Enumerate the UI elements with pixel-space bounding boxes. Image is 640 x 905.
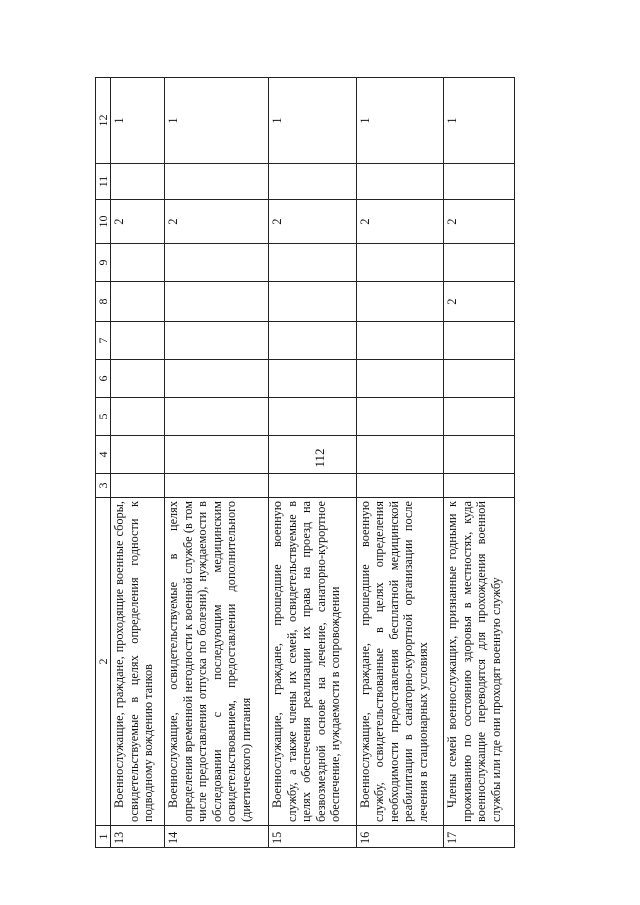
cell-col10: 2	[165, 200, 269, 244]
header-cell: 3	[96, 474, 111, 498]
table-row	[111, 78, 165, 848]
cell-col4	[269, 436, 356, 474]
header-cell: 2	[96, 498, 111, 826]
cell-col4	[165, 436, 269, 474]
cell-col6	[444, 360, 515, 398]
cell-col6	[111, 360, 165, 398]
cell-col10: 2	[111, 200, 165, 244]
header-cell: 8	[96, 282, 111, 322]
cell-col3	[111, 474, 165, 498]
cell-col5	[356, 398, 443, 436]
row-number: 14	[165, 826, 269, 848]
cell-col7	[111, 322, 165, 360]
cell-col12: 1	[165, 78, 269, 164]
row-number: 17	[444, 826, 515, 848]
cell-col8: 2	[444, 282, 515, 322]
cell-col3	[269, 474, 356, 498]
cell-col8	[356, 282, 443, 322]
cell-col12: 1	[269, 78, 356, 164]
cell-col10: 2	[269, 200, 356, 244]
cell-col11	[111, 164, 165, 200]
header-cell: 1	[96, 826, 111, 848]
row-number: 16	[356, 826, 443, 848]
row-description: Члены семей военнослужащих, признанные годными к проживанию по состоянию здоровья в местностях, куда военнослужащие переводятся для прохождения военной службы или где они проходят военную службу	[444, 498, 515, 826]
row-description: Военнослужащие, граждане, проходящие военные сборы, освидетельствуемые в целях определения годности к подводному вождению танков	[111, 498, 165, 826]
row-number: 13	[111, 826, 165, 848]
cell-col11	[165, 164, 269, 200]
row-number: 15	[269, 826, 356, 848]
rotated-table-container	[95, 78, 515, 848]
cell-col6	[356, 360, 443, 398]
cell-col11	[269, 164, 356, 200]
cell-col9	[111, 244, 165, 282]
data-table	[95, 77, 515, 848]
header-cell: 6	[96, 360, 111, 398]
cell-col5	[269, 398, 356, 436]
row-description: Военнослужащие, освидетельствуемые в целях определения временной негодности к военной службе (в том числе предоставления отпуска по болезни), нуждаемости в обследовании с последующим медицинским освидетельствованием, предоставлении дополнительного (диетического) питания	[165, 498, 269, 826]
cell-col10: 2	[444, 200, 515, 244]
row-description: Военнослужащие, граждане, прошедшие военную службу, освидетельствованные в целях определения необходимости предоставления бесплатной медицинской реабилитации в санаторно-курортной организации после лечения в стационарных условиях	[356, 498, 443, 826]
cell-col5	[111, 398, 165, 436]
cell-col5	[165, 398, 269, 436]
cell-col12: 1	[444, 78, 515, 164]
cell-col7	[444, 322, 515, 360]
cell-col7	[356, 322, 443, 360]
cell-col3	[356, 474, 443, 498]
cell-col9	[165, 244, 269, 282]
cell-col8	[165, 282, 269, 322]
table-row	[444, 78, 515, 848]
table-row	[165, 78, 269, 848]
cell-col3	[165, 474, 269, 498]
cell-col9	[269, 244, 356, 282]
cell-col9	[444, 244, 515, 282]
header-cell: 7	[96, 322, 111, 360]
cell-col4	[111, 436, 165, 474]
header-cell: 10	[96, 200, 111, 244]
cell-col12: 1	[111, 78, 165, 164]
cell-col3	[444, 474, 515, 498]
cell-col10: 2	[356, 200, 443, 244]
cell-col8	[269, 282, 356, 322]
header-cell: 4	[96, 436, 111, 474]
cell-col7	[165, 322, 269, 360]
cell-col9	[356, 244, 443, 282]
cell-col8	[111, 282, 165, 322]
cell-col5	[444, 398, 515, 436]
row-description: Военнослужащие, граждане, прошедшие военную службу, а также члены их семей, освидетельствуемые в целях обеспечения реализации их права на проезд на безвозмездной основе на лечение, санаторно-курортное обеспечение, нуждаемости в сопровождении	[269, 498, 356, 826]
page-number: 112	[312, 448, 327, 468]
cell-col6	[165, 360, 269, 398]
header-cell: 12	[96, 78, 111, 164]
header-cell: 5	[96, 398, 111, 436]
cell-col11	[444, 164, 515, 200]
cell-col4	[444, 436, 515, 474]
table-row	[269, 78, 356, 848]
header-cell: 9	[96, 244, 111, 282]
cell-col4	[356, 436, 443, 474]
header-row	[96, 78, 111, 848]
table-row	[356, 78, 443, 848]
header-cell: 11	[96, 164, 111, 200]
cell-col11	[356, 164, 443, 200]
cell-col6	[269, 360, 356, 398]
cell-col12: 1	[356, 78, 443, 164]
cell-col7	[269, 322, 356, 360]
